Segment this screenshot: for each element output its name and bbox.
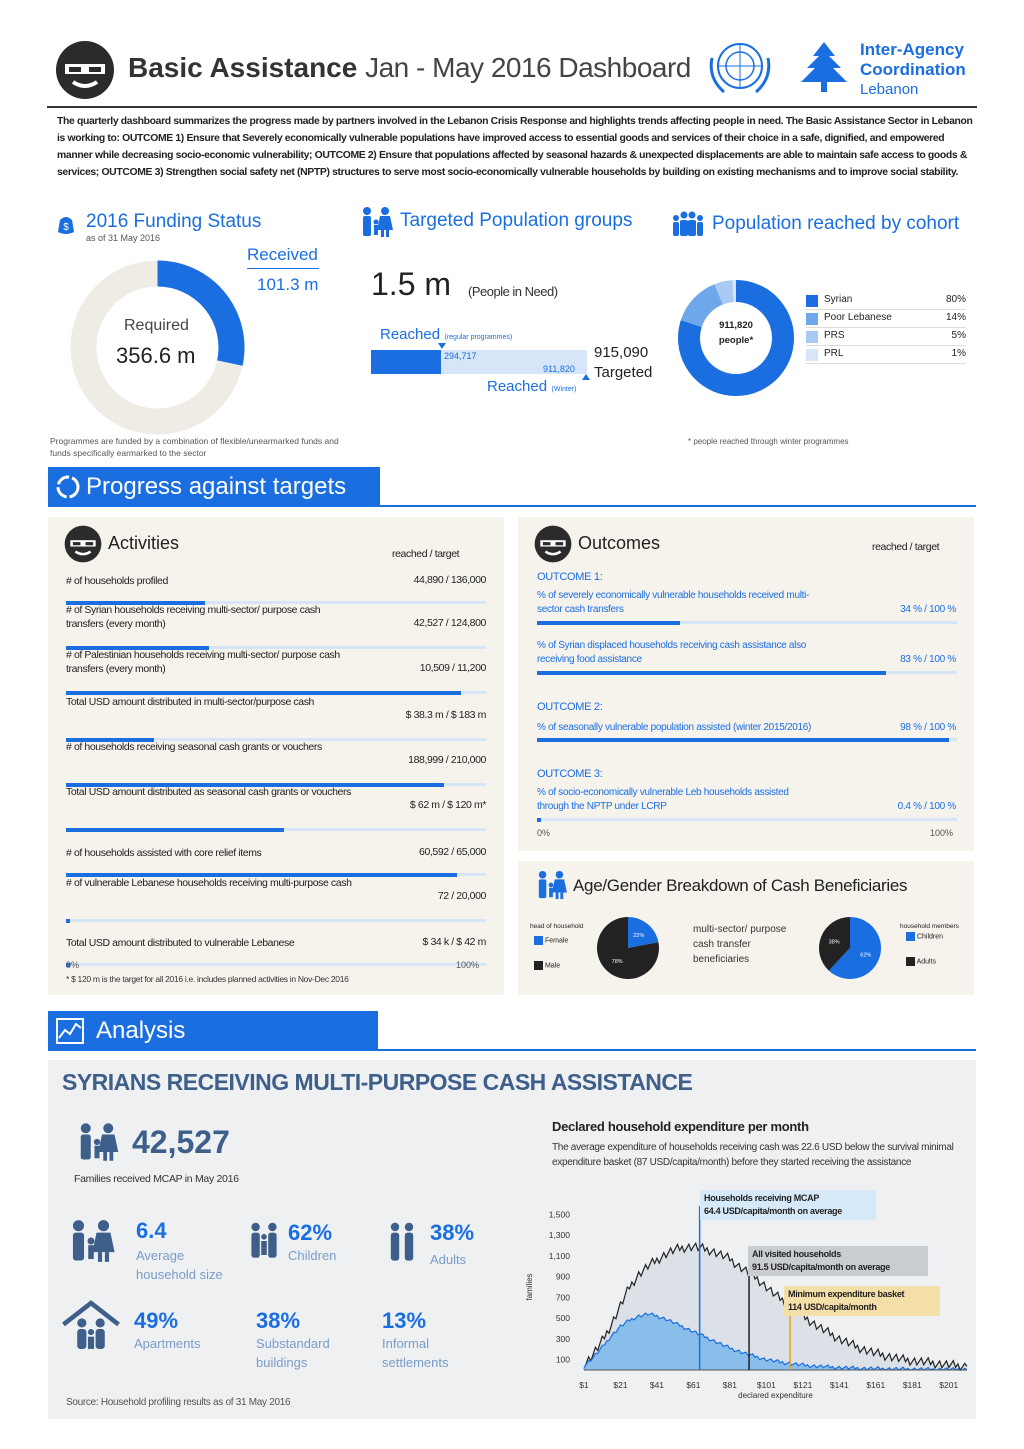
- progress-banner: [48, 467, 380, 507]
- intro-text: The quarterly dashboard summarizes the progress made by partners involved in the Lebanon Crisis Response and highlights trends affecting people in need. The Basic Assistance Sector in Lebanon is working to: OUTCOME 1) Ensure that Severely economically vulnerable populations have improved access to essential goods and services of their choice in a safe, dignified, and empowered manner while decreasing socio-economic vulnerability; OUTCOME 2) Ensure that populations affected by seasonal hazards & unexpected displacements are able to maintain safe access to goods & services; OUTCOME 3) Strengthen social safety net (NPTP) structures to serve most socio-economically vulnerable households by building on existing mechanisms and to improve social stability.: [57, 116, 973, 178]
- header-divider: [47, 106, 977, 108]
- activity-bar-track: [66, 963, 486, 966]
- outcome-value: 98 % / 100 %: [900, 722, 956, 733]
- outcome-bar-fill: [537, 671, 886, 675]
- stat-adults-value: 38%: [430, 1220, 475, 1245]
- cohort-legend-swatch: [806, 313, 818, 325]
- activity-row: [66, 934, 486, 960]
- org-line-2: Coordination: [860, 60, 966, 79]
- x-tick-label: $61: [686, 1380, 701, 1390]
- funding-note: Programmes are funded by a combination of flexible/unearmarked funds and funds specifically earmarked to the sector: [50, 436, 339, 458]
- activity-row: [66, 844, 486, 870]
- y-tick-label: 1,300: [548, 1230, 570, 1241]
- activities-footnote: * $ 120 m is the target for all 2016 i.e. includes planned activities in Nov-Dec 2016: [66, 974, 349, 984]
- stat-adults-label: Adults: [430, 1252, 467, 1267]
- org-line-3: Lebanon: [860, 81, 919, 98]
- analysis-banner: [48, 1011, 378, 1051]
- stat-children-value: 62%: [288, 1220, 333, 1245]
- stat-children-label: Children: [288, 1248, 337, 1263]
- stat-informal-value: 13%: [382, 1308, 427, 1333]
- reached-regular-marker: [438, 343, 446, 349]
- outcome-label: % of socio-economically vulnerable Leb households assisted through the NPTP under LCRP: [537, 787, 789, 812]
- outcome-heading: OUTCOME 3:: [537, 768, 603, 780]
- activity-row: [66, 572, 486, 598]
- female-label: Female: [544, 937, 569, 945]
- activity-row: [66, 695, 486, 735]
- activity-bar-fill: [66, 828, 284, 832]
- reached-regular-label: [380, 326, 512, 344]
- title-rest: Jan - May 2016 Dashboard: [365, 52, 691, 83]
- y-axis-label: families: [525, 1273, 534, 1301]
- refresh-icon: [54, 473, 82, 501]
- x-tick-label: $161: [866, 1380, 886, 1390]
- outcomes-col-header: reached / target: [872, 541, 940, 553]
- household-size-icon: [66, 1218, 116, 1264]
- activity-row: [66, 740, 486, 780]
- activity-label: Total USD amount distributed in multi-sector/purpose cash: [66, 696, 314, 708]
- activity-label: # of households assisted with core relief items: [66, 847, 262, 859]
- cohort-center: 911,820 people*: [718, 320, 754, 346]
- outcome-label: % of severely economically vulnerable households received multi-sector cash transfers: [537, 590, 810, 615]
- right-legend-children: [906, 932, 943, 941]
- children-icon: [246, 1220, 282, 1262]
- x-tick-label: $81: [722, 1380, 737, 1390]
- families-value: 42,527: [132, 1124, 230, 1160]
- required-label: Required: [124, 317, 189, 334]
- outcome-heading: OUTCOME 1:: [537, 571, 603, 583]
- activity-value: 10,509 / 11,200: [419, 662, 486, 674]
- targeted-value: 915,090: [594, 344, 649, 361]
- cohort-title: Population reached by cohort: [712, 213, 960, 234]
- outcome-label: % of Syrian displaced households receiving cash assistance also receiving food assistance: [537, 640, 807, 665]
- household-members-slice-label-1: 38%: [828, 939, 840, 946]
- cohort-legend-pct: 5%: [951, 330, 966, 341]
- activity-bar-fill: [66, 691, 461, 695]
- received-divider: [247, 268, 319, 269]
- children-swatch: [906, 932, 915, 941]
- activity-value: 60,592 / 65,000: [419, 846, 486, 858]
- reached-winter-value: 911,820: [543, 364, 575, 374]
- outcomes-icon: [534, 525, 572, 563]
- activity-value: 44,890 / 136,000: [413, 574, 486, 586]
- activity-row: [66, 785, 486, 825]
- org-name: [860, 40, 966, 100]
- received-value: 101.3 m: [257, 275, 319, 294]
- activity-value: $ 34 k / $ 42 m: [422, 936, 486, 948]
- right-legend-title: household members: [900, 923, 959, 930]
- y-tick-label: 300: [555, 1333, 570, 1344]
- activity-value: 42,527 / 124,800: [413, 617, 486, 629]
- cedar-logo-icon: [795, 40, 853, 96]
- age-gender-title: Age/Gender Breakdown of Cash Beneficiaries: [573, 876, 908, 895]
- annotation-all-sub: 91.5 USD/capita/month on average: [752, 1262, 890, 1272]
- annotation-meb-sub: 114 USD/capita/month: [788, 1302, 877, 1312]
- required-value: 356.6 m: [116, 343, 196, 368]
- x-tick-label: $141: [829, 1380, 849, 1390]
- cohort-legend-pct: 1%: [951, 348, 966, 359]
- adults-label: Adults: [916, 958, 937, 966]
- reached-regular-bar: [371, 350, 441, 374]
- household-members-slice-label-0: 62%: [860, 952, 872, 959]
- cohort-legend-name: Poor Lebanese: [824, 312, 892, 323]
- outcomes-title: Outcomes: [578, 533, 661, 553]
- pin-label: (People in Need): [468, 284, 558, 299]
- y-tick-label: 700: [555, 1292, 570, 1303]
- x-tick-label: $101: [756, 1380, 776, 1390]
- money-icon: [54, 212, 78, 236]
- cohort-legend-row: [806, 328, 966, 346]
- left-legend-male: [534, 961, 560, 970]
- cohort-legend-swatch: [806, 349, 818, 361]
- outcome-bar-fill: [537, 621, 680, 625]
- funding-title: 2016 Funding Status: [86, 211, 262, 232]
- families-label: Families received MCAP in May 2016: [74, 1173, 239, 1185]
- activity-label: # of Palestinian households receiving multi-sector/ purpose cash transfers (every month): [66, 649, 340, 675]
- activity-row: [66, 603, 486, 643]
- y-tick-label: 1,100: [548, 1250, 570, 1261]
- activities-axis-min: 0%: [66, 960, 80, 970]
- activity-label: # of households receiving seasonal cash grants or vouchers: [66, 741, 322, 753]
- right-legend-adults: [906, 957, 936, 966]
- activity-value: $ 62 m / $ 120 m*: [409, 799, 486, 811]
- outcome-heading: OUTCOME 2:: [537, 701, 603, 713]
- male-swatch: [534, 961, 543, 970]
- reached-winter-label: [487, 378, 576, 396]
- chart-description: The average expenditure of households receiving cash was 22.6 USD below the survival minimal expenditure basket (87 USD/capita/month) before they started receiving the assistance: [552, 1142, 954, 1168]
- targeted-label: Targeted: [594, 364, 653, 381]
- x-tick-label: $1: [579, 1380, 589, 1390]
- age-gender-center-text: multi-sector/ purpose cash transfer beneficiaries: [693, 924, 787, 965]
- annotation-meb-title: Minimum expenditure basket: [788, 1289, 905, 1299]
- annotation-all: [748, 1246, 928, 1276]
- cohort-legend-name: PRL: [824, 348, 844, 359]
- activity-label: Total USD amount distributed to vulnerable Lebanese: [66, 937, 295, 949]
- reached-winter-marker: [582, 374, 590, 380]
- progress-banner-text: Progress against targets: [86, 473, 347, 500]
- left-legend-female: [534, 936, 568, 945]
- annotation-mcap: [700, 1190, 876, 1220]
- outcome-bar-fill: [537, 738, 949, 742]
- outcome-label: % of seasonally vulnerable population assisted (winter 2015/2016): [537, 722, 812, 733]
- outcome-value: 0.4 % / 100 %: [897, 801, 956, 812]
- x-tick-label: $121: [793, 1380, 813, 1390]
- y-tick-label: 500: [555, 1313, 570, 1324]
- activity-label: # of Syrian households receiving multi-sector/ purpose cash transfers (every month): [66, 604, 321, 630]
- cohort-legend-pct: 80%: [945, 294, 966, 305]
- cohort-note: * people reached through winter programmes: [688, 437, 849, 446]
- annotation-all-title: All visited households: [752, 1249, 841, 1259]
- reached-label: Reached: [380, 326, 441, 343]
- received-label: Received: [247, 245, 318, 264]
- cohort-slice-2: [719, 291, 733, 294]
- group-icon: [670, 210, 706, 238]
- stat-informal-label: Informal settlements: [382, 1336, 449, 1370]
- families-icon: [72, 1122, 122, 1162]
- adults-swatch: [906, 957, 915, 966]
- activity-label: # of households profiled: [66, 575, 168, 587]
- cohort-legend-swatch: [806, 331, 818, 343]
- reached-winter-sub: (Winter): [551, 386, 577, 393]
- annotation-meb: [784, 1286, 940, 1316]
- activities-icon: [64, 525, 102, 563]
- cohort-legend-pct: 14%: [945, 312, 966, 323]
- title-bold: Basic Assistance: [128, 52, 358, 83]
- cohort-legend-name: Syrian: [824, 294, 853, 305]
- stat-apartments-value: 49%: [134, 1308, 179, 1333]
- cohort-legend-row: [806, 346, 966, 364]
- activity-value: 188,999 / 210,000: [408, 754, 486, 766]
- y-tick-label: 900: [555, 1271, 570, 1282]
- reached-regular-value: 294,717: [444, 351, 477, 361]
- x-tick-label: $201: [939, 1380, 959, 1390]
- activities-title: Activities: [108, 533, 180, 553]
- x-axis-label: declared expenditure: [738, 1391, 813, 1400]
- stat-substandard-value: 38%: [256, 1308, 301, 1333]
- activities-axis-max: 100%: [456, 960, 480, 970]
- outcome-bar-fill: [537, 818, 541, 822]
- cohort-legend-swatch: [806, 295, 818, 307]
- pin-value: 1.5 m: [371, 266, 452, 302]
- cohort-legend-row: [806, 310, 966, 328]
- outcome-value: 34 % / 100 %: [900, 604, 956, 615]
- outcomes-axis-max: 100%: [930, 828, 954, 838]
- page-title: [128, 52, 691, 84]
- activity-row: [66, 876, 486, 916]
- activity-bar-fill: [66, 919, 70, 923]
- right-pie: [818, 916, 882, 980]
- cohort-legend-row: [806, 292, 966, 310]
- x-tick-label: $181: [902, 1380, 922, 1390]
- reached-winter-text: Reached: [487, 378, 548, 395]
- targeted-title: Targeted Population groups: [400, 210, 633, 231]
- chart-title: Declared household expenditure per month: [552, 1119, 809, 1134]
- activity-value: $ 38.3 m / $ 183 m: [405, 709, 486, 721]
- stat-substandard-label: Substandard buildings: [256, 1336, 330, 1370]
- cohort-legend-name: PRS: [824, 330, 845, 341]
- male-label: Male: [544, 962, 561, 970]
- stat-household-size-value: 6.4: [136, 1218, 167, 1243]
- y-tick-label: 1,500: [548, 1209, 570, 1220]
- head-of-household-slice-label-0: 22%: [633, 932, 645, 939]
- un-logo-icon: [704, 38, 776, 98]
- adults-icon: [384, 1220, 420, 1262]
- chart-icon: [56, 1018, 84, 1044]
- x-tick-label: $21: [613, 1380, 628, 1390]
- analysis-source: Source: Household profiling results as of 31 May 2016: [66, 1397, 291, 1408]
- x-tick-label: $41: [649, 1380, 665, 1390]
- svg-text:$: $: [63, 222, 69, 233]
- reached-sub: (regular programmes): [444, 334, 513, 341]
- outcome-value: 83 % / 100 %: [900, 654, 956, 665]
- family-icon: [534, 870, 568, 900]
- annotation-mcap-title: Households receiving MCAP: [704, 1193, 820, 1203]
- activity-label: # of vulnerable Lebanese households receiving multi-purpose cash: [66, 877, 352, 889]
- activity-value: 72 / 20,000: [437, 890, 486, 902]
- outcome-bar-track: [537, 818, 957, 821]
- activity-bar-track: [66, 919, 486, 922]
- stat-apartments-label: Apartments: [134, 1336, 201, 1351]
- left-legend-title: head of household: [530, 923, 584, 930]
- funding-asof: as of 31 May 2016: [86, 233, 161, 243]
- activity-row: [66, 648, 486, 688]
- sector-logo-icon: [55, 40, 115, 100]
- children-label: Children: [916, 933, 944, 941]
- y-tick-label: 100: [555, 1354, 570, 1365]
- female-swatch: [534, 936, 543, 945]
- analysis-title: SYRIANS RECEIVING MULTI-PURPOSE CASH ASSISTANCE: [62, 1069, 693, 1095]
- analysis-banner-text: Analysis: [96, 1017, 186, 1044]
- head-of-household-slice-label-1: 78%: [611, 959, 623, 966]
- stat-household-size-label: Average household size: [136, 1248, 223, 1282]
- activities-col-header: reached / target: [392, 548, 460, 560]
- org-line-1: Inter-Agency: [860, 40, 964, 59]
- annotation-mcap-sub: 64.4 USD/capita/month on average: [704, 1206, 842, 1216]
- activity-label: Total USD amount distributed as seasonal cash grants or vouchers: [66, 786, 351, 798]
- home-icon: [60, 1300, 122, 1352]
- outcomes-axis-min: 0%: [537, 828, 551, 838]
- people-icon: [358, 206, 394, 238]
- left-pie: [596, 916, 660, 980]
